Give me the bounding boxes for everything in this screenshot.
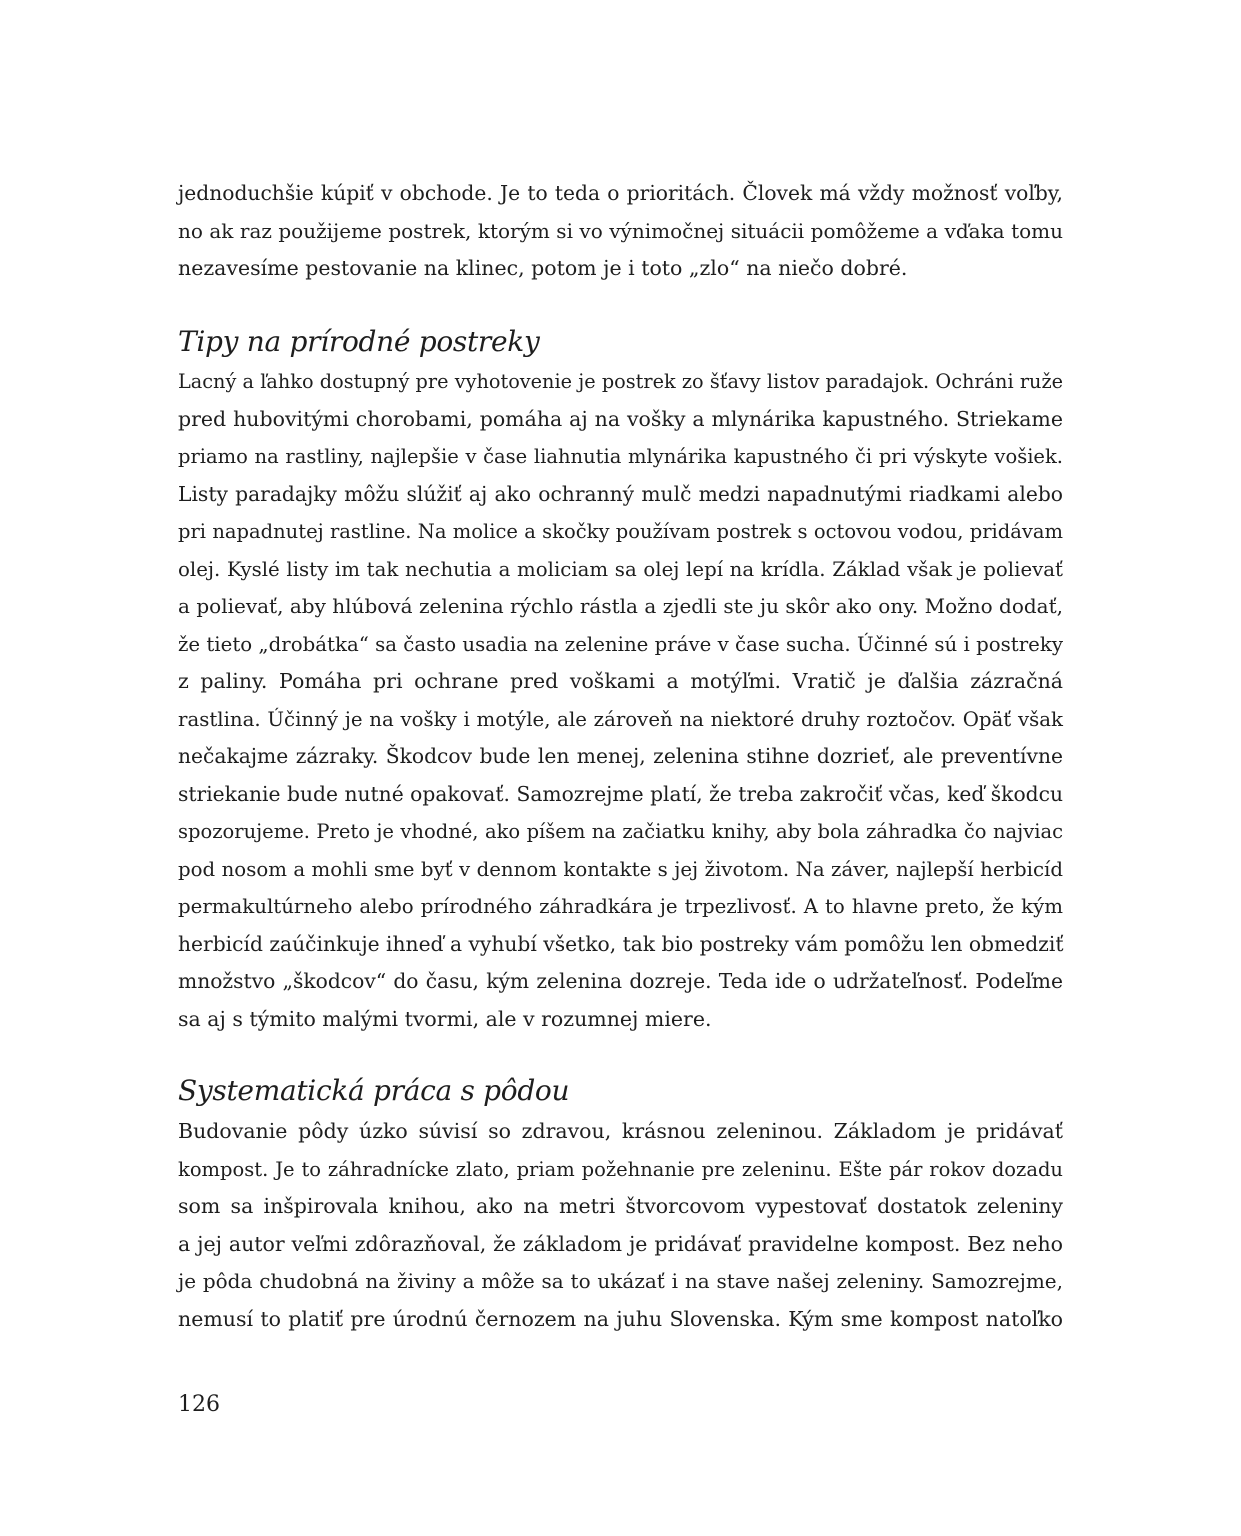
text-line: z paliny. Pomáha pri ochrane pred voškami a motýľmi. Vratič je ďalšia zázračná bbox=[178, 669, 1063, 693]
text-line: Lacný a ľahko dostupný pre vyhotovenie je postrek zo šťavy listov paradajok. Ochráni ruže bbox=[178, 370, 1063, 393]
text-line: herbicíd zaúčinkuje ihneď a vyhubí všetko, tak bio postreky vám pomôžu len obmedziť bbox=[178, 931, 1064, 956]
text-line: som sa inšpirovala knihou, ako na metri štvorcovom vypestovať dostatok zeleniny bbox=[178, 1194, 1063, 1218]
text-line: sa aj s týmito malými tvormi, ale v rozumnej miere. bbox=[178, 1006, 712, 1031]
text-line: nezavesíme pestovanie na klinec, potom je i toto „zlo“ na niečo dobré. bbox=[178, 256, 908, 280]
section-paragraph-tips bbox=[178, 363, 1063, 1038]
text-line: pri napadnutej rastline. Na molice a skočky používam postrek s octovou vodou, pridávam bbox=[178, 520, 1063, 543]
section-heading-soil: Systematická práca s pôdou bbox=[178, 1074, 570, 1107]
text-line: a polievať, aby hlúbová zelenina rýchlo rástla a zjedli ste ju skôr ako ony. Možno dodať, bbox=[178, 594, 1063, 618]
text-line: spozorujeme. Preto je vhodné, ako píšem na začiatku knihy, aby bola záhradka čo najviac bbox=[178, 820, 1063, 843]
text-line: Budovanie pôdy úzko súvisí so zdravou, krásnou zeleninou. Základom je pridávať bbox=[178, 1119, 1063, 1143]
text-line: je pôda chudobná na živiny a môže sa to ukázať i na stave našej zeleniny. Samozrejme, bbox=[178, 1269, 1063, 1293]
text-line: nečakajme zázraky. Škodcov bude len menej, zelenina stihne dozrieť, ale preventívne bbox=[178, 744, 1063, 768]
text-line: no ak raz použijeme postrek, ktorým si vo výnimočnej situácii pomôžeme a vďaka tomu bbox=[178, 218, 1063, 243]
text-line: že tieto „drobátka“ sa často usadia na zelenine práve v čase sucha. Účinné sú i postreky bbox=[178, 632, 1063, 656]
text-line: jednoduchšie kúpiť v obchode. Je to teda o prioritách. Človek má vždy možnosť voľby, bbox=[178, 181, 1063, 205]
text-line: priamo na rastliny, najlepšie v čase liahnutia mlynárika kapustného či pri výskyte vošiek. bbox=[178, 445, 1063, 468]
section-paragraph-soil bbox=[178, 1113, 1063, 1338]
text-line: množstvo „škodcov“ do času, kým zelenina dozreje. Teda ide o udržateľnosť. Podeľme bbox=[178, 969, 1063, 993]
text-line: nemusí to platiť pre úrodnú černozem na juhu Slovenska. Kým sme kompost natoľko bbox=[178, 1306, 1063, 1331]
text-line: pred hubovitými chorobami, pomáha aj na vošky a mlynárika kapustného. Striekame bbox=[178, 406, 1063, 431]
text-line: olej. Kyslé listy im tak nechutia a moliciam sa olej lepí na krídla. Základ však je polievať bbox=[178, 557, 1063, 581]
intro-paragraph bbox=[178, 175, 1063, 288]
text-line: pod nosom a mohli sme byť v dennom kontakte s jej životom. Na záver, najlepší herbicíd bbox=[178, 857, 1063, 881]
page-number: 126 bbox=[178, 1392, 220, 1417]
text-line: Listy paradajky môžu slúžiť aj ako ochranný mulč medzi napadnutými riadkami alebo bbox=[178, 481, 1063, 506]
text-line: kompost. Je to záhradnícke zlato, priam požehnanie pre zeleninu. Ešte pár rokov dozadu bbox=[178, 1157, 1063, 1181]
text-line: a jej autor veľmi zdôrazňoval, že základom je pridávať pravidelne kompost. Bez neho bbox=[178, 1231, 1063, 1256]
text-line: permakultúrneho alebo prírodného záhradkára je trpezlivosť. A to hlavne preto, že kým bbox=[178, 895, 1063, 918]
section-heading-tips: Tipy na prírodné postreky bbox=[178, 325, 540, 358]
text-line: striekanie bude nutné opakovať. Samozrejme platí, že treba zakročiť včas, keď škodcu bbox=[178, 781, 1063, 806]
text-line: rastlina. Účinný je na vošky i motýle, ale zároveň na niektoré druhy roztočov. Opäť však bbox=[178, 707, 1063, 731]
